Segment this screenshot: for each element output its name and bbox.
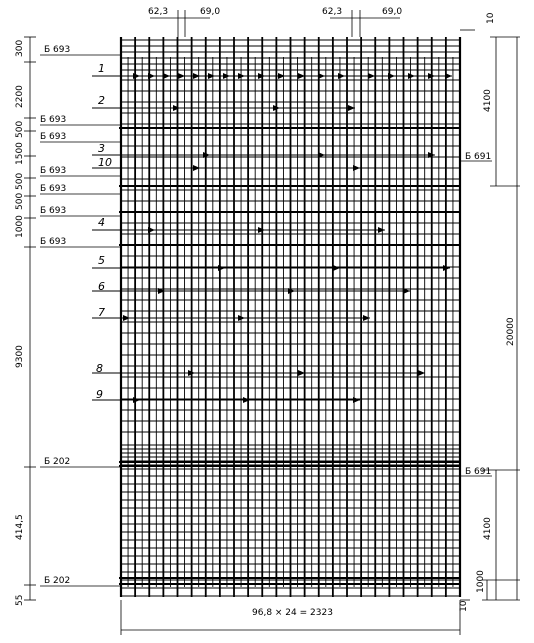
label-b691-2: Б 691 (465, 467, 492, 477)
right-dim-1000: 1000 (476, 570, 486, 593)
label-b693-5: Б 693 (40, 184, 67, 194)
left-dim-500a: 500 (15, 120, 25, 138)
label-b693-7: Б 693 (40, 237, 67, 247)
label-b693-4: Б 693 (40, 166, 67, 176)
bar-arrowhead (133, 397, 140, 403)
label-b693-2: Б 693 (40, 115, 67, 125)
right-dim-lower-4100: 4100 (483, 517, 493, 540)
left-dim-9300: 9300 (15, 345, 25, 368)
left-dim-1000: 1000 (15, 215, 25, 238)
bar-arrowhead (163, 73, 170, 79)
bar-arrows (92, 73, 452, 403)
bar-number-8: 8 (96, 362, 103, 375)
bar-arrowhead (353, 397, 360, 403)
bar-arrowhead (133, 73, 140, 79)
top-dim-left-b: 69,0 (200, 7, 221, 17)
left-dim-1500: 1500 (15, 142, 25, 165)
bar-arrowhead (368, 73, 375, 79)
label-b202-1: Б 202 (44, 457, 71, 467)
bar-arrowhead (353, 165, 360, 171)
bar-arrowhead (338, 73, 345, 79)
left-dim-414: 414,5 (15, 514, 25, 540)
bar-arrowhead (318, 73, 325, 79)
bar-arrowhead (148, 227, 155, 233)
bar-arrowhead (408, 73, 415, 79)
bar-arrowhead (278, 73, 285, 79)
left-dim-500b: 500 (15, 172, 25, 190)
bar-arrowhead (218, 265, 225, 271)
bar-arrowhead (333, 265, 340, 271)
label-b693-3: Б 693 (40, 132, 67, 142)
left-dim-55: 55 (15, 594, 25, 606)
bar-number-4: 4 (98, 216, 105, 229)
bar-number-1: 1 (98, 62, 105, 75)
bar-number-10: 10 (98, 156, 112, 169)
bar-arrowhead (208, 73, 215, 79)
bar-arrowhead (178, 73, 185, 79)
bar-arrowhead (445, 73, 452, 79)
top-dim-10: 10 (486, 12, 496, 24)
label-b693-6: Б 693 (40, 206, 67, 216)
bottom-dim: 96,8 × 24 = 2323 (252, 608, 333, 618)
bar-arrowhead (173, 105, 180, 111)
bar-number-3: 3 (98, 142, 105, 155)
bar-number-5: 5 (98, 254, 105, 267)
bar-number-6: 6 (98, 280, 105, 293)
top-dim-left-a: 62,3 (148, 7, 169, 17)
bar-arrowhead (418, 370, 425, 376)
bar-number-9: 9 (96, 388, 103, 401)
right-dim-10: 10 (459, 600, 469, 612)
top-dim-right-a: 62,3 (322, 7, 343, 17)
bar-number-7: 7 (98, 306, 105, 319)
left-dim-300: 300 (15, 39, 25, 57)
bar-arrowhead (123, 315, 130, 321)
bar-arrowhead (388, 73, 395, 79)
bar-number-2: 2 (98, 94, 105, 107)
bar-arrowhead (363, 315, 370, 321)
right-dim-20000: 20000 (506, 317, 516, 346)
bar-arrowhead (148, 73, 155, 79)
bar-arrowhead (378, 227, 385, 233)
left-dim-2200: 2200 (15, 85, 25, 108)
right-dim-upper-4100: 4100 (483, 89, 493, 112)
top-dim-right-b: 69,0 (382, 7, 403, 17)
left-dim-500c: 500 (15, 192, 25, 210)
label-b691-1: Б 691 (465, 152, 492, 162)
label-b693-1: Б 693 (44, 45, 71, 55)
rebar-grid (119, 37, 460, 597)
label-b202-2: Б 202 (44, 576, 71, 586)
